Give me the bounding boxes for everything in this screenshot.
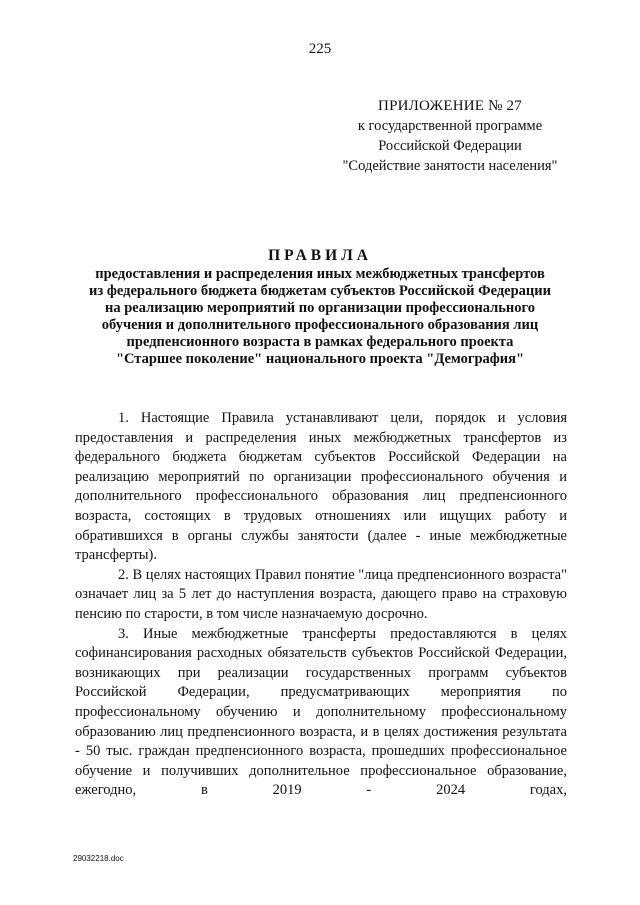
subtitle-line: "Старшее поколение" национального проекта "Демография" [115, 351, 525, 367]
footer-filename: 29032218.doc [73, 854, 124, 863]
subtitle-line: предпенсионного возраста в рамках федерального проекта [126, 334, 514, 350]
appendix-title: ПРИЛОЖЕНИЕ № 27 [378, 98, 522, 114]
subtitle-line: предоставления и распределения иных межбюджетных трансфертов [95, 266, 545, 282]
subtitle-line: обучения и дополнительного профессионального образования лиц [101, 317, 539, 333]
paragraph-1: 1. Настоящие Правила устанавливают цели, порядок и условия предоставления и распределения иных межбюджетных трансфертов из федерального бюджета бюджетам субъектов Российской Федерации на реализацию мероприятий по организации профессионального обучения и дополнительного профессионального образования лиц предпенсионного возраста, состоящих в трудовых отношениях или ищущих работу и обратившихся в органы службы занятости (далее - иные межбюджетные трансферты). [75, 410, 567, 564]
page-number: 225 [308, 41, 332, 57]
subtitle-line: на реализацию мероприятий по организации профессионального [104, 300, 536, 316]
subtitle-line: из федерального бюджета бюджетам субъектов Российской Федерации [89, 283, 551, 299]
paragraph-3: 3. Иные межбюджетные трансферты предоставляются в целях софинансирования расходных обязательств субъектов Российской Федерации, возникающих при реализации государственных программ субъектов Российской Федерации, предусматривающих мероприятия по профессиональному обучению и дополнительному профессиональному образованию лиц предпенсионного возраста, и в целях достижения результата - 50 тыс. граждан предпенсионного возраста, прошедших профессиональное обучение и получивших дополнительное профессиональное образование, ежегодно, в 2019 - 2024 годах, [75, 625, 567, 799]
document-subtitle [60, 266, 580, 368]
appendix-line: "Содействие занятости населения" [342, 158, 558, 174]
appendix-line: Российской Федерации [378, 138, 522, 154]
paragraph-2: 2. В целях настоящих Правил понятие "лица предпенсионного возраста" означает лиц за 5 лет до наступления возраста, дающего право на страховую пенсию по старости, в том числе назначаемую досрочно. [75, 566, 567, 622]
appendix-line: к государственной программе [357, 118, 543, 134]
document-title: ПРАВИЛА [268, 247, 372, 264]
appendix-block [300, 96, 600, 176]
document-body [75, 409, 567, 801]
